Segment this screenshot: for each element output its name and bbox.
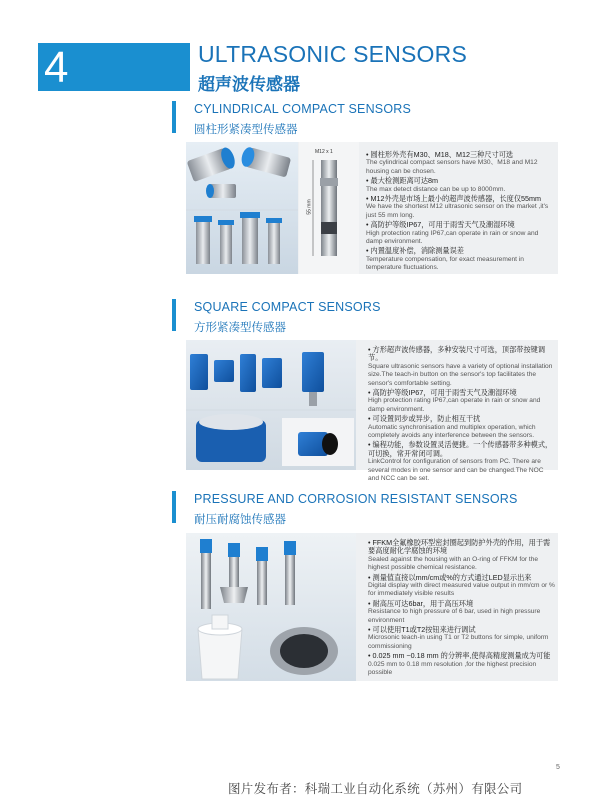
bullet-list-pressure bbox=[368, 538, 556, 678]
bullet-en: Digital display with direct measured value output in mm/cm or % for immediately visible results bbox=[368, 582, 555, 598]
bullet-en: Microsonic teach-in using T1 or T2 buttons for simple, uniform commissioning bbox=[368, 634, 549, 650]
bullet-list-square bbox=[368, 345, 556, 484]
bullet-en: Resistance to high pressure of 6 bar, used in high pressure environment bbox=[368, 608, 541, 624]
section-panel-square bbox=[186, 340, 558, 483]
drawing-label-thread: M12 x 1 bbox=[315, 149, 333, 155]
section-title-en: SQUARE COMPACT SENSORS bbox=[194, 300, 381, 314]
bullet-en: The max detect distance can be up to 8000mm. bbox=[366, 185, 506, 193]
bullet-zh: • 方形超声波传感器，多种安装尺寸可选，顶部带按键调节。 bbox=[368, 346, 556, 363]
chapter-number: 4 bbox=[44, 43, 69, 92]
square-sensors-photo bbox=[186, 340, 356, 470]
bullet-zh: • 耐高压可达6bar，用于高压环境 bbox=[368, 600, 556, 608]
section-panel-cylindrical bbox=[186, 142, 558, 274]
bullet-zh: • 最大检测距离可达8m bbox=[366, 177, 556, 185]
bullet-zh: • 测量值直接以mm/cm或%的方式通过LED显示出来 bbox=[368, 574, 556, 582]
m12-dimension-drawing bbox=[299, 142, 359, 274]
bullet-en: 0.025 mm to 0.18 mm resolution ,for the highest precision possible bbox=[368, 660, 537, 677]
section-title-en: PRESSURE AND CORROSION RESISTANT SENSORS bbox=[194, 492, 518, 506]
section-accent-bar bbox=[172, 101, 176, 133]
bullet-zh: • 0.025 mm ~0.18 mm 的分辨率,使得高精度测量成为可能 bbox=[368, 652, 556, 660]
bullet-zh: • FFKM全氟橡胶环型密封圈起到防护外壳的作用，用于需要高度耐化学腐蚀的环境 bbox=[368, 539, 556, 556]
image-credit: 图片发布者：科瑞工业自动化系统（苏州）有限公司 bbox=[228, 782, 523, 796]
section-panel-pressure bbox=[186, 533, 558, 681]
page-title-zh: 超声波传感器 bbox=[198, 75, 300, 94]
page-number: 5 bbox=[556, 764, 560, 771]
bullet-zh: • 高防护等级IP67，可用于雨雪天气及潮湿环境 bbox=[366, 221, 556, 229]
section-accent-bar bbox=[172, 491, 176, 523]
bullet-zh: • M12外壳是市场上最小的超声波传感器，长度仅55mm bbox=[366, 195, 556, 203]
bullet-en: We have the shortest M12 ultrasonic sensor on the market ,it's just 55 mm long. bbox=[366, 203, 549, 219]
page-title-en: ULTRASONIC SENSORS bbox=[198, 41, 467, 67]
section-accent-bar bbox=[172, 299, 176, 331]
bullet-en: Square ultrasonic sensors have a variety of optional installation size.The teach-in button on the sensor's top facilitates the sensor's comfortable setting. bbox=[368, 362, 553, 387]
pressure-sensors-photo bbox=[186, 533, 356, 681]
bullet-en: LinkControl for configuration of sensors from PC. There are several modes in one sensor and can be changed.The NOC and NCC can be set. bbox=[368, 458, 544, 483]
bullet-zh: • 内置温度补偿，消除测量误差 bbox=[366, 247, 556, 255]
section-title-zh: 耐压耐腐蚀传感器 bbox=[194, 514, 286, 526]
bullet-en: Sealed against the housing with an O-ring of FFKM for the highest possible chemical resistance. bbox=[368, 555, 539, 572]
bullet-zh: • 编程功能，参数设置灵活便捷。一个传感器带多种模式，可切换，常开常闭可调。 bbox=[368, 441, 556, 458]
bullet-en: The cylindrical compact sensors have M30、M18 and M12 housing can be chosen. bbox=[366, 159, 538, 175]
bullet-en: Temperature compensation, for exact measurement in temperature fluctuations. bbox=[366, 255, 524, 272]
section-title-en: CYLINDRICAL COMPACT SENSORS bbox=[194, 102, 412, 116]
section-title-zh: 方形紧凑型传感器 bbox=[194, 322, 286, 334]
cylindrical-sensors-photo bbox=[186, 142, 298, 274]
bullet-en: High protection rating IP67,can operate in rain or snow and damp environment. bbox=[368, 397, 541, 413]
bullet-list-cylindrical bbox=[366, 150, 556, 273]
drawing-label-length: 55 mm bbox=[306, 199, 313, 215]
bullet-zh: • 圆柱形外壳有M30、M18、M12三种尺寸可选 bbox=[366, 151, 556, 159]
section-title-zh: 圆柱形紧凑型传感器 bbox=[194, 124, 298, 136]
bullet-en: High protection rating IP67,can operate in rain or snow and damp environment. bbox=[366, 229, 539, 246]
bullet-zh: • 高防护等级IP67，可用于雨雪天气及潮湿环境 bbox=[368, 389, 556, 397]
bullet-zh: • 可设置同步或异步，防止相互干扰 bbox=[368, 415, 556, 423]
bullet-zh: • 可以使用T1或T2按钮来进行调试 bbox=[368, 626, 556, 634]
bullet-en: Automatic synchronisation and multiplex operation, which completely avoids any interference between the sensors. bbox=[368, 423, 536, 440]
